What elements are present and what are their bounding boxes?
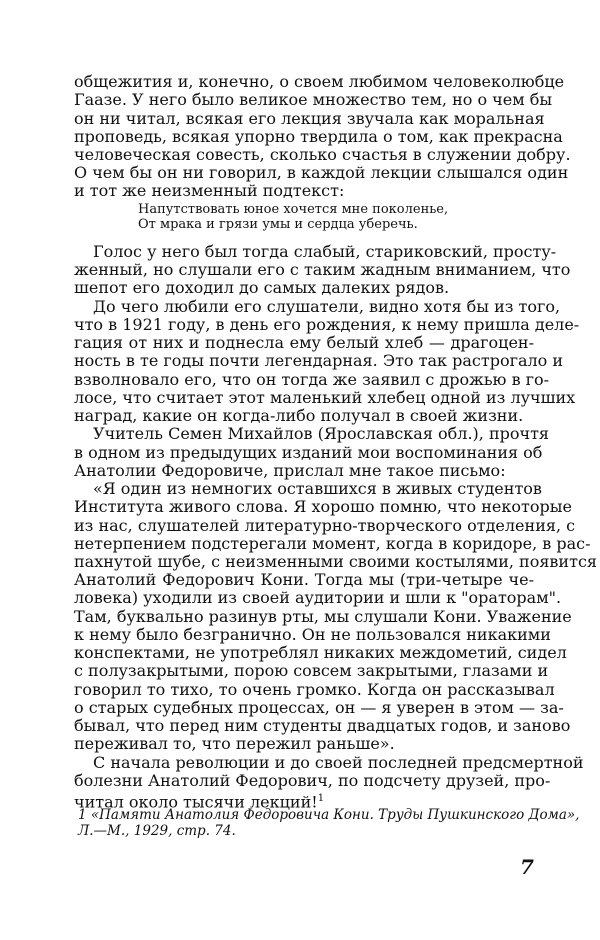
text-line: бывал, что перед ним студенты двадцатых годов, и заново bbox=[74, 716, 571, 736]
text-line: проповедь, всякая упорно твердила о том, как прекрасна bbox=[74, 126, 563, 146]
text-line: Анатолий Федорович Кони. Тогда мы (три-четыре че- bbox=[74, 570, 534, 590]
text-line: человеческая совесть, сколько счастья в служении добру. bbox=[74, 144, 571, 164]
text-line: Института живого слова. Я хорошо помню, что некоторые bbox=[74, 497, 572, 517]
poem-line: От мрака и грязи умы и сердца уберечь. bbox=[138, 217, 418, 233]
text-line: О чем бы он ни говорил, в каждой лекции слышался один bbox=[74, 163, 569, 183]
text-line: и тот же неизменный подтекст: bbox=[74, 181, 345, 201]
text-line: До чего любили его слушатели, видно хотя бы из того, bbox=[93, 296, 561, 316]
text-line: Учитель Семен Михайлов (Ярославская обл.), прочтя bbox=[93, 424, 550, 444]
text-line: переживал то, что пережил раньше». bbox=[74, 734, 395, 754]
footnote-line: Л.—М., 1929, стр. 74. bbox=[78, 823, 236, 839]
text-line-content: читал около тысячи лекций! bbox=[74, 792, 318, 812]
text-line: общежития и, конечно, о своем любимом человеколюбце bbox=[74, 72, 565, 91]
text-line: конспектами, не употреблял никаких междометий, сидел bbox=[74, 643, 567, 663]
text-line: он ни читал, всякая его лекция звучала как моральная bbox=[74, 108, 545, 128]
text-line: ность в те годы почти легендарная. Это так растрогало и bbox=[74, 351, 564, 371]
text-line: Голос у него был тогда слабый, стариковский, просту- bbox=[93, 241, 557, 261]
text-line: Гаазе. У него было великое множество тем, но о чем бы bbox=[74, 90, 553, 110]
footnote-marker[interactable]: 1 bbox=[317, 793, 325, 804]
text-line: о старых судебных процессах, он — я уверен в этом — за- bbox=[74, 697, 564, 717]
text-line: лосе, что считает этот маленький хлебец одной из лучших bbox=[74, 387, 576, 407]
poem-line: Напутствовать юное хочется мне поколенье, bbox=[138, 202, 449, 218]
page-number: 7 bbox=[520, 855, 534, 879]
text-line: «Я один из немногих оставшихся в живых студентов bbox=[93, 479, 542, 498]
text-line: из нас, слушателей литературно-творческого отделения, с bbox=[74, 515, 576, 535]
text-line: что в 1921 году, в день его рождения, к нему пришла деле- bbox=[74, 314, 580, 334]
text-line: болезни Анатолий Федорович, по подсчету друзей, про- bbox=[74, 770, 551, 790]
text-line: с полузакрытыми, порою совсем закрытыми, глазами и bbox=[74, 661, 549, 681]
text-line: наград, какие он когда-либо получал в своей жизни. bbox=[74, 406, 524, 426]
text-line: шепот его доходил до самых далеких рядов. bbox=[74, 278, 450, 298]
text-line: в одном из предыдущих изданий мои воспоминания об bbox=[74, 442, 543, 462]
text-line: говорил то тихо, то очень громко. Когда он рассказывал bbox=[74, 679, 555, 699]
text-line: С начала революции и до своей последней предсмертной bbox=[93, 752, 584, 772]
text-line: женный, но слушали его с таким жадным вниманием, что bbox=[74, 260, 571, 280]
text-line: ловека) уходили из своей аудитории и шли к "ораторам". bbox=[74, 588, 562, 608]
text-line: Там, буквально разинув рты, мы слушали Кони. Уважение bbox=[74, 606, 572, 626]
text-line: Анатолии Федоровиче, прислал мне такое письмо: bbox=[74, 460, 506, 480]
text-line: гация от них и поднесла ему белый хлеб — драгоцен- bbox=[74, 333, 534, 353]
text-line: нетерпением подстерегали момент, когда в коридоре, в рас- bbox=[74, 533, 591, 553]
footnote-line: 1 «Памяти Анатолия Федоровича Кони. Труды Пушкинского Дома», bbox=[78, 807, 580, 824]
text-line: пахнутой шубе, с неизменными своими костылями, появится bbox=[74, 551, 597, 571]
text-line: к нему было безгранично. Он не пользовался никакими bbox=[74, 624, 551, 644]
text-line: взволновало его, что он тогда же заявил с дрожью в го- bbox=[74, 369, 550, 389]
